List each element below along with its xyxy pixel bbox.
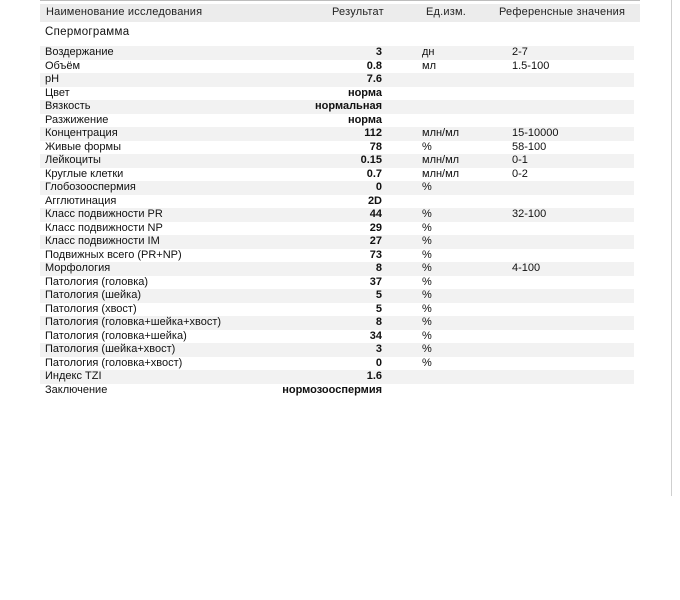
table-row [40,235,634,249]
table-row [40,316,634,330]
row-result: 0.15 [360,154,382,166]
table-row [40,370,634,384]
row-unit: % [422,343,432,355]
row-reference: 0-2 [512,167,528,180]
table-row [40,384,634,398]
row-unit: % [422,262,432,274]
table-row [40,208,634,222]
row-result: 5 [375,302,382,315]
row-name: Патология (головка) [45,275,149,288]
table-row [40,262,634,276]
row-reference: 1.5-100 [512,59,550,72]
row-unit: % [422,316,432,328]
row-unit: % [422,329,432,342]
row-name: Круглые клетки [45,167,124,180]
row-unit: млн/мл [422,167,460,180]
row-reference: 15-10000 [512,127,559,139]
row-unit: % [422,248,432,261]
table-header [40,4,640,22]
row-name: Класс подвижности IM [45,235,160,247]
results-table [40,46,634,397]
table-row [40,181,634,195]
row-name: Индекс TZI [45,370,102,382]
row-result: 29 [369,221,382,234]
row-name: Патология (шейка) [45,289,141,301]
row-reference: 2-7 [512,46,528,58]
row-reference: 32-100 [512,208,547,220]
row-unit: % [422,181,432,193]
row-result: 78 [369,140,382,153]
row-result: 2D [367,194,382,207]
row-name: Патология (головка+шейка) [45,329,187,342]
row-result: 8 [375,262,382,274]
table-row [40,222,634,236]
row-result: 34 [369,329,382,342]
table-row [40,60,634,74]
row-result: 44 [369,208,382,220]
row-result: нормозооспермия [282,383,382,396]
row-name: Класс подвижности PR [45,208,163,220]
row-unit: % [422,140,432,153]
table-row [40,168,634,182]
row-result: нормальная [315,100,382,112]
table-row [40,330,634,344]
row-unit: % [422,275,432,288]
row-name: Воздержание [45,46,114,58]
row-result: 112 [364,127,382,139]
header-unit: Ед.изм. [426,6,467,18]
row-name: Концентрация [45,127,118,139]
row-result: 3 [375,343,382,355]
row-name: Вязкость [45,100,91,112]
row-unit: % [422,208,432,220]
row-unit: % [422,235,432,247]
row-unit: % [422,356,432,369]
row-result: 7.6 [366,73,382,85]
row-name: Глобозооспермия [45,181,136,193]
row-result: 3 [375,46,382,58]
table-row [40,114,634,128]
top-rule [40,0,640,1]
row-unit: % [422,289,432,301]
row-result: норма [347,86,382,99]
row-name: Класс подвижности NP [45,221,163,234]
table-row [40,195,634,209]
row-name: Подвижных всего (PR+NP) [45,248,182,261]
row-name: Патология (головка+шейка+хвост) [45,316,222,328]
row-name: Патология (головка+хвост) [45,356,183,369]
row-name: Разжижение [45,113,109,126]
right-rule [671,0,672,496]
row-result: 5 [375,289,382,301]
table-row [40,127,634,141]
row-result: 0 [375,181,382,193]
row-unit: дн [422,46,435,58]
table-row [40,343,634,357]
row-result: 73 [369,248,382,261]
row-unit: % [422,221,432,234]
table-row [40,141,634,155]
table-row [40,357,634,371]
row-unit: млн/мл [422,127,460,139]
row-name: Цвет [45,86,70,99]
row-name: Лейкоциты [45,154,101,166]
table-row [40,100,634,114]
table-row [40,73,634,87]
row-result: 0.8 [366,59,382,72]
table-row [40,289,634,303]
row-name: Живые формы [45,140,121,153]
table-row [40,303,634,317]
row-name: Заключение [45,383,108,396]
row-result: норма [347,113,382,126]
row-result: 27 [369,235,382,247]
section-title: Спермограмма [45,26,130,38]
row-name: pH [45,73,60,85]
header-name: Наименование исследования [46,6,203,18]
table-row [40,249,634,263]
row-reference: 0-1 [512,154,528,166]
row-unit: мл [422,59,436,72]
row-result: 37 [369,275,382,288]
row-unit: % [422,302,432,315]
row-name: Патология (шейка+хвост) [45,343,176,355]
table-row [40,46,634,60]
row-result: 1.6 [366,370,382,382]
row-result: 8 [375,316,382,328]
row-name: Агглютинация [45,194,117,207]
row-reference: 4-100 [512,262,541,274]
table-row [40,276,634,290]
row-unit: млн/мл [422,154,460,166]
row-result: 0 [375,356,382,369]
row-name: Объём [45,59,81,72]
header-reference: Референсные значения [499,6,626,18]
table-row [40,154,634,168]
row-name: Морфология [45,262,111,274]
row-name: Патология (хвост) [45,302,137,315]
row-reference: 58-100 [512,140,547,153]
header-result: Результат [332,6,384,18]
table-row [40,87,634,101]
row-result: 0.7 [366,167,382,180]
